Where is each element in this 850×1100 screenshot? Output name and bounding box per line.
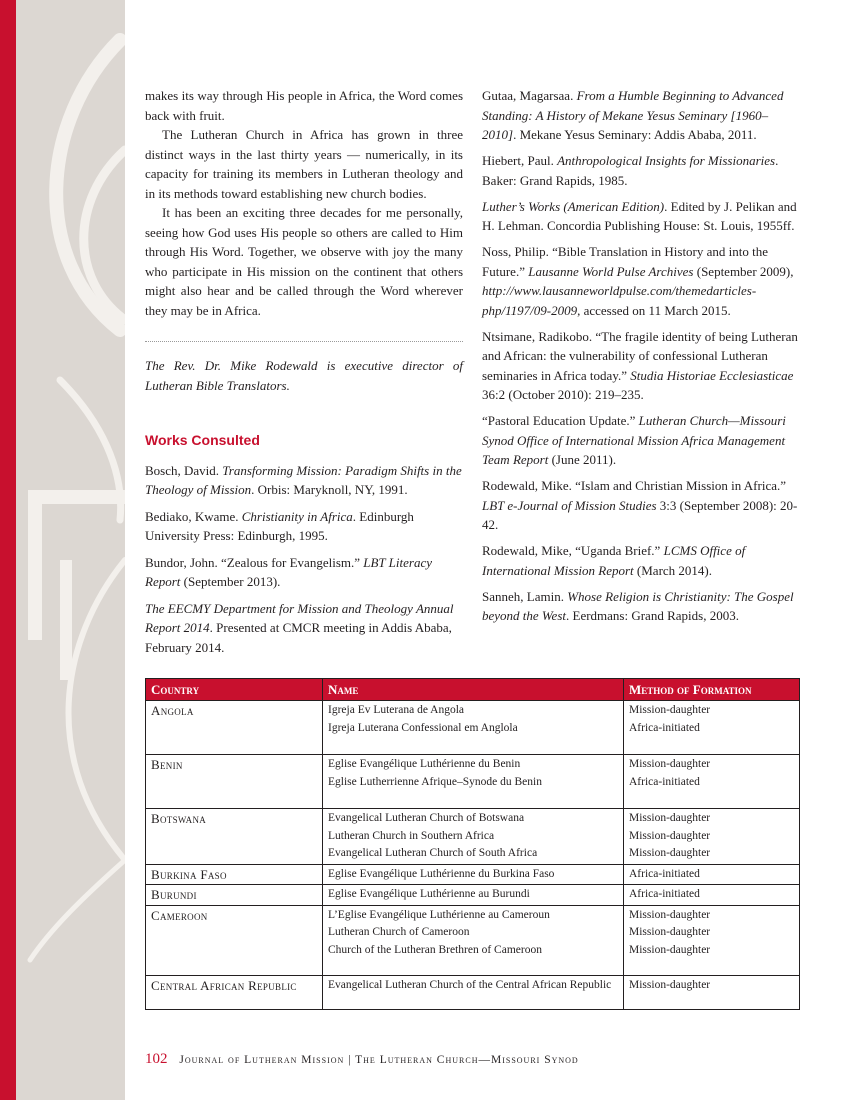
names-cell <box>323 701 624 755</box>
decorative-margin-band <box>0 0 125 1100</box>
reference-title: Christianity in Africa <box>241 508 353 524</box>
methods-cell <box>624 809 800 865</box>
church-name: Eglise Evangélique Luthérienne du Burkina Faso <box>328 867 555 880</box>
reference-before: Bundor, John. “Zealous for Evangelism.” <box>145 554 364 570</box>
luther-seal-watermark-icon <box>0 0 125 1100</box>
formation-method: Africa-initiated <box>629 888 700 900</box>
reference-entry <box>482 476 800 535</box>
reference-after: . Orbis: Maryknoll, NY, 1991. <box>251 482 408 497</box>
methods-cell <box>624 885 800 906</box>
reference-after: (September 2013). <box>180 574 281 589</box>
formation-method: Mission-daughter <box>629 829 711 842</box>
reference-before: Rodewald, Mike. “Islam and Christian Mission in Africa.” <box>482 478 787 493</box>
table-row <box>146 885 800 906</box>
reference-before: Gutaa, Magarsaa. <box>482 88 577 103</box>
table-header-row <box>146 679 800 701</box>
church-name: Igreja Ev Luterana de Angola <box>328 704 465 716</box>
reference-title: Whose Religion is Christianity: The Gospel beyond the West <box>482 588 794 623</box>
reference-title: LCMS Office of International Mission Report <box>482 543 746 578</box>
formation-method: Mission-daughter <box>629 758 711 770</box>
country-cell: Angola <box>146 701 323 755</box>
reference-before: Rodewald, Mike, “Uganda Brief.” <box>482 543 664 558</box>
reference-title: http://www.lausanneworldpulse.com/themedarticles-php/1197/09-2009 <box>482 283 757 318</box>
references-right <box>482 86 800 626</box>
country-cell: Central African Republic <box>146 975 323 1009</box>
header-country: Country <box>146 679 323 701</box>
header-name: Name <box>323 679 624 701</box>
names-cell <box>323 975 624 1009</box>
table-row <box>146 864 800 885</box>
body-paragraph: It has been an exciting three decades for me personally, seeing how God uses His people so others are called to Him through His Word. Together, we observe with joy the many who participate in His mission on the continent that others might also hear and be called through the Word wherever they may be in Africa. <box>145 205 463 318</box>
reference-after: 36:2 (October 2010): 219–235. <box>482 387 644 402</box>
reference-after: . Eerdmans: Grand Rapids, 2003. <box>566 608 739 623</box>
right-column <box>482 86 800 632</box>
methods-cell <box>624 864 800 885</box>
reference-entry <box>482 327 800 405</box>
reference-after: . Presented at CMCR meeting in Addis Ababa, February 2014. <box>145 620 452 655</box>
church-name: Eglise Evangélique Luthérienne au Burundi <box>328 888 530 900</box>
church-name: Igreja Luterana Confessional em Anglola <box>328 721 518 734</box>
author-bio: The Rev. Dr. Mike Rodewald is executive director of Lutheran Bible Translators. <box>145 358 463 393</box>
reference-before: Ntsimane, Radikobo. “The fragile identity of being Lutheran and African: the vulnerability of confessional Lutheran seminaries in Africa today.” <box>482 328 798 383</box>
church-name: Lutheran Church of Cameroon <box>328 926 470 938</box>
country-cell: Burundi <box>146 885 323 906</box>
names-cell <box>323 755 624 809</box>
reference-title: LBT e-Journal of Mission Studies <box>482 497 657 513</box>
formation-method: Africa-initiated <box>629 721 700 734</box>
church-name: Eglise Lutherrienne Afrique–Synode du Benin <box>328 775 542 788</box>
reference-title: Anthropological Insights for Missionaries <box>557 153 776 168</box>
reference-before: “Pastoral Education Update.” <box>482 413 639 428</box>
reference-entry <box>145 461 463 500</box>
red-edge-strip <box>0 0 16 1100</box>
formation-method: Mission-daughter <box>629 704 711 716</box>
reference-title: The EECMY Department for Mission and Theology Annual Report 2014 <box>145 600 454 635</box>
table-row <box>146 905 800 975</box>
names-cell <box>323 905 624 975</box>
church-name: Evangelical Lutheran Church of Botswana <box>328 812 525 824</box>
reference-entry <box>482 86 800 145</box>
formation-method: Mission-daughter <box>629 847 711 859</box>
formation-method: Mission-daughter <box>629 978 711 991</box>
country-cell: Burkina Faso <box>146 864 323 885</box>
reference-after: . Edinburgh University Press: Edinburgh, 1995. <box>145 508 414 543</box>
formation-method: Africa-initiated <box>629 867 700 880</box>
lutheran-churches-table <box>145 678 800 1010</box>
reference-entry <box>482 197 800 236</box>
page-footer <box>145 1051 579 1068</box>
reference-after: (June 2011). <box>548 452 617 467</box>
reference-title: Transforming Mission: Paradigm Shifts in the Theology of Mission <box>145 462 462 497</box>
reference-title: Studia Historiae Ecclesiasticae <box>630 367 794 383</box>
reference-after: . Baker: Grand Rapids, 1985. <box>482 153 779 188</box>
references-left <box>145 461 463 658</box>
reference-title: From a Humble Beginning to Advanced Standing: A History of Mekane Yesus Seminary [1960–2010] <box>482 88 784 142</box>
table-row <box>146 701 800 755</box>
methods-cell <box>624 701 800 755</box>
reference-before: Bosch, David. <box>145 462 223 478</box>
running-footer-text: Journal of Lutheran Mission | The Lutheran Church—Missouri Synod <box>179 1054 579 1066</box>
church-name: Lutheran Church in Southern Africa <box>328 829 495 842</box>
church-name: Church of the Lutheran Brethren of Cameroon <box>328 943 542 956</box>
body-paragraph: makes its way through His people in Africa, the Word comes back with fruit. <box>145 88 463 123</box>
country-cell: Botswana <box>146 809 323 865</box>
reference-title: LBT Literacy Report <box>145 554 433 589</box>
reference-before: Noss, Philip. “Bible Translation in History and into the Future.” <box>482 244 769 279</box>
works-consulted-heading: Works Consulted <box>145 432 260 448</box>
formation-method: Mission-daughter <box>629 812 711 824</box>
left-column <box>145 86 463 664</box>
formation-method: Africa-initiated <box>629 775 700 788</box>
reference-entry <box>145 599 463 658</box>
reference-entry <box>482 411 800 470</box>
reference-entry <box>482 151 800 190</box>
formation-method: Mission-daughter <box>629 943 711 956</box>
reference-after: . Edited by J. Pelikan and H. Lehman. Concordia Publishing House: St. Louis, 1955ff. <box>482 198 797 233</box>
reference-after: (March 2014). <box>633 562 713 578</box>
table-row <box>146 755 800 809</box>
country-cell: Cameroon <box>146 905 323 975</box>
page-number: 102 <box>145 1051 168 1067</box>
reference-title: Lutheran Church—Missouri Synod Office of International Mission Africa Management Team Report <box>482 413 786 467</box>
reference-after: (September 2009), <box>693 263 794 279</box>
formation-method: Mission-daughter <box>629 908 711 921</box>
reference-before: Bediako, Kwame. <box>145 508 242 524</box>
table-row <box>146 809 800 865</box>
names-cell <box>323 885 624 906</box>
church-name: Evangelical Lutheran Church of the Central African Republic <box>328 978 612 991</box>
church-name: L’Eglise Evangélique Luthérienne au Cameroun <box>328 908 550 921</box>
names-cell <box>323 809 624 865</box>
reference-entry <box>482 541 800 580</box>
reference-entry <box>482 242 800 320</box>
church-name: Evangelical Lutheran Church of South Africa <box>328 847 538 859</box>
methods-cell <box>624 975 800 1009</box>
dotted-divider <box>145 341 463 342</box>
country-cell: Benin <box>146 755 323 809</box>
reference-before: Sanneh, Lamin. <box>482 588 568 604</box>
methods-cell <box>624 905 800 975</box>
reference-after: , accessed on 11 March 2015. <box>577 302 731 318</box>
table-row <box>146 975 800 1009</box>
reference-entry <box>145 553 463 592</box>
reference-title: Lausanne World Pulse Archives <box>528 263 694 279</box>
formation-method: Mission-daughter <box>629 926 711 938</box>
body-paragraph: The Lutheran Church in Africa has grown in three distinct ways in the last thirty years — numerically, in its capacity for training its members in Lutheran theology and in its methods toward establishing new church bodies. <box>145 127 463 201</box>
reference-title: Luther’s Works (American Edition) <box>482 198 665 214</box>
methods-cell <box>624 755 800 809</box>
reference-after: 3:3 (September 2008): 20-42. <box>482 497 798 532</box>
reference-after: . Mekane Yesus Seminary: Addis Ababa, 2011. <box>513 127 757 142</box>
header-method: Method of Formation <box>624 679 800 701</box>
church-name: Eglise Evangélique Luthérienne du Benin <box>328 758 521 770</box>
names-cell <box>323 864 624 885</box>
reference-before: Hiebert, Paul. <box>482 153 558 168</box>
reference-entry <box>482 587 800 626</box>
reference-entry <box>145 507 463 546</box>
